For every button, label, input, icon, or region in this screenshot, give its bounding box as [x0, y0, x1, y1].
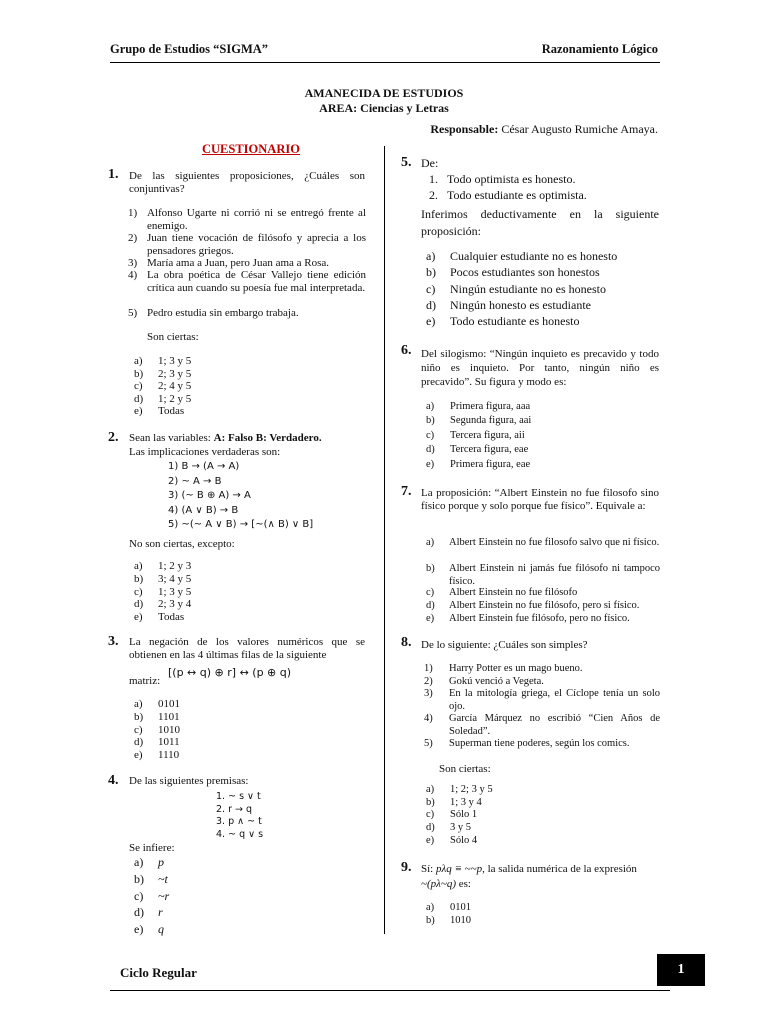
doc-area: AREA: Ciencias y Letras	[319, 101, 449, 115]
option-letter: b)	[426, 415, 435, 427]
option-text: Todas	[158, 405, 185, 418]
q8-text: De lo siguiente: ¿Cuáles son simples?	[421, 639, 588, 651]
q7-option-a	[420, 537, 660, 550]
option-letter: b)	[426, 265, 436, 280]
item-text: Gokú venció a Vegeta.	[449, 676, 544, 687]
option-text: 1; 2 y 5	[158, 392, 192, 405]
q8-option-d	[420, 822, 471, 835]
q2-formula-4: 4) (A ∨ B) → B	[168, 504, 239, 516]
option-text: Sólo 4	[450, 834, 478, 846]
option-letter: a)	[134, 855, 144, 869]
item-number: 5)	[128, 307, 138, 319]
option-letter: d)	[134, 598, 144, 611]
option-letter: d)	[426, 600, 435, 611]
q5-text2: Inferimos deductivamente en la siguiente proposición:	[421, 207, 659, 238]
option-text: Sólo 1	[450, 809, 478, 821]
q1-text: De las siguientes proposiciones, ¿Cuáles son conjuntivas?	[129, 170, 365, 195]
item-text: En la mitología griega, el Cíclope tenía un solo ojo.	[449, 688, 660, 712]
q2-text-c: Las implicaciones verdaderas son:	[129, 446, 281, 458]
header-rule	[110, 62, 660, 63]
q1-option-a	[128, 355, 191, 368]
q4-option-e	[128, 923, 164, 936]
footer-rule	[110, 990, 670, 991]
q1-number: 1.	[108, 167, 119, 182]
option-letter: d)	[134, 736, 144, 749]
q9-formula-1: pλq ≡ ~~p	[435, 863, 483, 875]
option-letter: b)	[134, 710, 144, 723]
option-letter: b)	[426, 914, 435, 926]
q2-number: 2.	[108, 430, 119, 445]
option-text: q	[158, 922, 164, 937]
q3-option-e	[128, 749, 179, 762]
option-letter: c)	[426, 429, 435, 441]
q6-text: Del silogismo: “Ningún inquieto es precavido y todo niño es inquieto. Por tanto, ningún niño es precavido”. Su figura y modo es:	[421, 348, 659, 388]
option-text: Ningún estudiante no es honesto	[450, 281, 606, 296]
option-text: Tercera figura, aii	[450, 429, 525, 441]
item-number: 4)	[424, 713, 433, 724]
header-group-name: Grupo de Estudios “SIGMA”	[110, 42, 269, 56]
q9-text-a: Sí:	[421, 863, 436, 875]
option-letter: b)	[134, 572, 144, 585]
q7-option-e	[420, 613, 660, 626]
option-text: 1; 3 y 5	[158, 355, 192, 367]
item-number: 1)	[424, 663, 433, 674]
q9-number: 9.	[401, 860, 412, 875]
q4-option-a	[128, 856, 164, 869]
q9-text	[421, 863, 661, 876]
option-letter: d)	[426, 444, 435, 456]
option-text: 3 y 5	[450, 822, 471, 834]
q8-option-b	[420, 797, 482, 810]
q7-text: La proposición: “Albert Einstein no fue filosofo sino físico porque y solo porque fue físico”. Equivale a:	[421, 487, 659, 512]
q2-option-a	[128, 560, 191, 573]
q5-option-d	[420, 299, 591, 312]
q4-premise-2: 2. r → q	[216, 803, 253, 815]
q4-option-d	[128, 906, 163, 919]
q6-option-c	[420, 430, 525, 443]
option-text: Albert Einstein no fue filósofo	[449, 587, 578, 598]
item-text: Todo estudiante es optimista.	[447, 188, 587, 202]
option-text: Albert Einstein fue filósofo, pero no físico.	[449, 613, 630, 624]
item-text: Harry Potter es un mago bueno.	[449, 663, 583, 674]
item-text: La obra poética de César Vallejo tiene edición crítica aun cuando su poesía fue mal interpretada.	[147, 269, 366, 294]
item-number: 2)	[424, 676, 433, 687]
option-letter: a)	[134, 698, 143, 710]
option-letter: a)	[426, 537, 435, 548]
q7-option-d	[420, 600, 660, 613]
q4-sub: Se infiere:	[129, 842, 175, 854]
q9-option-a	[420, 902, 471, 915]
q4-option-c	[128, 890, 169, 903]
q4-text: De las siguientes premisas:	[129, 775, 249, 787]
option-text: p	[158, 855, 164, 869]
option-text: 1011	[158, 736, 180, 749]
option-text: ~t	[158, 871, 168, 886]
option-text: Todas	[158, 611, 185, 624]
item-text: María ama a Juan, pero Juan ama a Rosa.	[147, 257, 330, 269]
q7-option-b	[420, 563, 660, 588]
q3-formula: [(p ↔ q) ⊕ r] ↔ (p ⊕ q)	[168, 666, 292, 679]
option-text: Cualquier estudiante no es honesto	[450, 249, 618, 263]
option-letter: c)	[134, 888, 144, 903]
option-letter: a)	[426, 401, 435, 412]
option-text: ~r	[158, 888, 170, 903]
q9-text-b: , la salida numérica de la expresión	[482, 863, 637, 875]
option-text: 1101	[158, 710, 180, 723]
q8-number: 8.	[401, 635, 412, 650]
option-text: Albert Einstein no fue filosofo salvo que ni físico.	[449, 537, 660, 548]
item-number: 4)	[128, 269, 138, 281]
q1-option-d	[128, 393, 191, 406]
option-text: 2; 3 y 5	[158, 367, 192, 380]
option-text: 1; 2; 3 y 5	[450, 784, 493, 795]
column-divider	[384, 146, 385, 934]
q3-number: 3.	[108, 634, 119, 649]
item-text: Pedro estudia sin embargo trabaja.	[147, 307, 299, 319]
option-letter: b)	[134, 367, 144, 380]
option-text: 1010	[158, 723, 180, 736]
item-number: 2)	[128, 232, 138, 244]
q2-text-b: A: Falso B: Verdadero.	[213, 432, 322, 444]
option-letter: e)	[134, 922, 144, 937]
q4-premise-4: 4. ~ q ∨ s	[216, 828, 264, 840]
option-text: 2; 4 y 5	[158, 380, 192, 393]
option-text: 1010	[450, 914, 471, 926]
item-number: 2.	[429, 188, 438, 202]
q4-premise-3: 3. p ∧ ~ t	[216, 816, 262, 827]
option-letter: b)	[134, 871, 144, 886]
option-letter: c)	[134, 585, 143, 598]
option-text: 1110	[158, 749, 180, 762]
option-text: Albert Einstein no fue filósofo, pero si físico.	[449, 600, 640, 611]
option-letter: e)	[426, 314, 436, 329]
q6-option-a	[420, 401, 530, 414]
option-text: 2; 3 y 4	[158, 598, 192, 611]
q6-number: 6.	[401, 343, 412, 358]
q5-text: De:	[421, 156, 439, 170]
option-letter: b)	[426, 796, 435, 808]
option-text: Primera figura, aaa	[450, 401, 531, 412]
q2-text	[129, 432, 369, 445]
footer-cycle: Ciclo Regular	[120, 965, 197, 980]
option-letter: e)	[134, 749, 143, 762]
item-number: 1.	[429, 172, 438, 186]
option-letter: a)	[134, 560, 143, 572]
option-text: Pocos estudiantes son honestos	[450, 265, 600, 280]
responsable	[430, 122, 658, 137]
option-text: 1; 3 y 5	[158, 585, 192, 598]
q6-option-d	[420, 444, 528, 457]
option-letter: d)	[426, 822, 435, 834]
item-text: Juan tiene vocación de filósofo y aprecia a los pensadores griegos.	[147, 232, 366, 257]
item-text: Todo optimista es honesto.	[447, 172, 576, 186]
option-text: Tercera figura, eae	[450, 444, 529, 456]
option-letter: d)	[134, 392, 144, 405]
q9-text2	[421, 878, 471, 891]
q8-option-e	[420, 835, 477, 848]
q1-sub: Son ciertas:	[147, 331, 199, 343]
q5-option-e	[420, 315, 579, 328]
q6-option-e	[420, 459, 530, 472]
q2-option-c	[128, 586, 191, 599]
item-text: Alfonso Ugarte ni corrió ni se entregó frente al enemigo.	[147, 207, 366, 232]
q2-option-b	[128, 573, 191, 586]
q1-option-c	[128, 380, 191, 393]
q2-formula-2: 2) ~ A → B	[168, 475, 222, 487]
item-number: 1)	[128, 207, 138, 219]
q2-option-e	[128, 611, 184, 624]
q1-option-b	[128, 368, 191, 381]
q2-formula-1: 1) B → (A → A)	[168, 461, 240, 472]
q8-option-c	[420, 809, 477, 822]
q9-formula-2: ~(pλ~q)	[421, 878, 456, 890]
section-title: CUESTIONARIO	[202, 142, 300, 156]
q8-sub: Son ciertas:	[439, 763, 491, 775]
q4-premise-1: 1. ~ s ∨ t	[216, 791, 261, 802]
option-text: Albert Einstein ni jamás fue filósofo ni tampoco físico.	[449, 563, 660, 587]
option-text: Todo estudiante es honesto	[450, 314, 580, 329]
responsable-name: César Augusto Rumiche Amaya.	[498, 122, 658, 136]
q2-text-a: Sean las variables:	[129, 432, 214, 444]
option-text: r	[158, 905, 163, 920]
q3-text: La negación de los valores numéricos que se obtienen en las 4 últimas filas de la siguiente	[129, 636, 365, 661]
option-letter: c)	[426, 587, 435, 598]
option-letter: a)	[134, 355, 143, 367]
q2-formula-5: 5) ~(~ A ∨ B) → [~(∧ B) ∨ B]	[168, 519, 314, 531]
option-letter: e)	[426, 834, 435, 846]
q7-number: 7.	[401, 484, 412, 499]
option-text: 0101	[450, 902, 471, 913]
q3-option-a	[128, 698, 180, 711]
item-text: Superman tiene poderes, según los comics.	[449, 738, 630, 749]
option-text: 0101	[158, 698, 180, 710]
item-number: 3)	[424, 688, 433, 699]
q2-formula-3: 3) (~ B ⊕ A) → A	[168, 490, 251, 502]
q2-sub: No son ciertas, excepto:	[129, 538, 235, 550]
option-letter: e)	[134, 611, 143, 624]
q6-option-b	[420, 415, 531, 428]
option-letter: a)	[426, 249, 436, 263]
option-letter: c)	[134, 380, 143, 393]
q5-option-c	[420, 283, 606, 296]
option-letter: c)	[134, 723, 143, 736]
option-text: Primera figura, eae	[450, 458, 531, 470]
option-letter: e)	[134, 405, 143, 418]
option-text: 1; 2 y 3	[158, 560, 192, 572]
q4-option-b	[128, 873, 168, 886]
option-text: 1; 3 y 4	[450, 796, 482, 808]
q3-option-d	[128, 736, 180, 749]
option-letter: c)	[426, 281, 436, 296]
q1-option-e	[128, 405, 184, 418]
q5-number: 5.	[401, 155, 412, 170]
option-letter: e)	[426, 613, 435, 624]
header-subject: Razonamiento Lógico	[541, 42, 658, 56]
option-letter: e)	[426, 458, 435, 470]
responsable-label: Responsable:	[430, 122, 499, 136]
q8-option-a	[420, 784, 493, 797]
q9-text-c: es:	[456, 878, 471, 890]
item-number: 5)	[424, 738, 433, 749]
option-text: Ningún honesto es estudiante	[450, 297, 591, 312]
q4-number: 4.	[108, 773, 119, 788]
q3-option-c	[128, 724, 180, 737]
q5-option-b	[420, 266, 600, 279]
doc-title: AMANECIDA DE ESTUDIOS	[304, 86, 464, 100]
q2-option-d	[128, 598, 191, 611]
option-letter: d)	[426, 297, 436, 312]
q9-option-b	[420, 915, 471, 928]
item-number: 3)	[128, 257, 138, 269]
option-text: Segunda figura, aai	[450, 415, 532, 427]
option-letter: c)	[426, 809, 435, 821]
q3-text2: matriz:	[129, 675, 161, 687]
option-letter: a)	[426, 784, 435, 795]
option-text: 3; 4 y 5	[158, 572, 192, 585]
q5-option-a	[420, 250, 617, 263]
item-text: García Márquez no escribió “Cien Años de Soledad”.	[449, 713, 660, 737]
option-letter: d)	[134, 905, 144, 920]
q3-option-b	[128, 711, 180, 724]
page-number: 1	[657, 954, 705, 986]
option-letter: a)	[426, 902, 435, 913]
q7-option-c	[420, 587, 660, 600]
option-letter: b)	[426, 563, 435, 574]
